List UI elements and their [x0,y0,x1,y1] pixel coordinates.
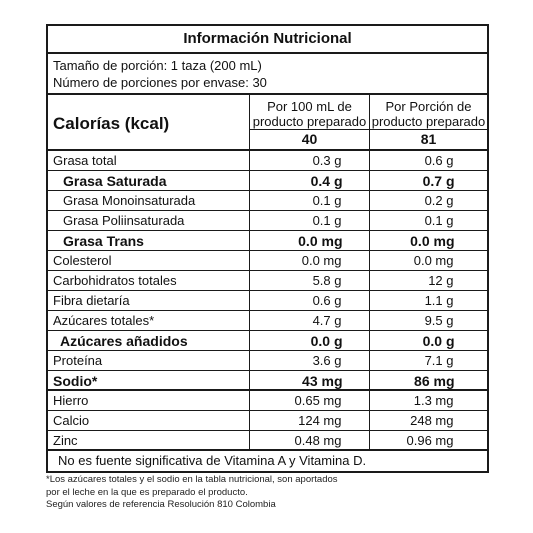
nutrient-name: Fibra dietaría [48,291,250,310]
serving-info [48,54,487,95]
calories-per-serving: 81 [420,131,437,147]
nutrient-per-100ml: 5.8 g [312,273,342,288]
mineral-row-calcium [48,411,487,431]
per-100ml-header: Por 100 mL de producto preparado [250,95,369,130]
mineral-name: Zinc [48,431,250,449]
nutrient-row-protein [48,351,487,371]
per-serving-column [370,95,487,149]
nutrient-per-100ml: 0.6 g [312,293,342,308]
nutrient-name: Sodio* [48,371,250,389]
nutrient-name: Grasa Trans [48,231,250,250]
nutrient-name: Azúcares totales* [48,311,250,330]
nutrient-row-saturated-fat [48,171,487,191]
nutrient-per-serving: 86 mg [414,373,455,389]
per-serving-header: Por Porción de producto preparado [370,95,487,130]
mineral-row-iron [48,391,487,411]
nutrient-per-serving: 0.1 g [424,213,454,228]
nutrient-row-polyunsaturated-fat [48,211,487,231]
nutrient-name: Carbohidratos totales [48,271,250,290]
nutrient-name: Grasa Saturada [48,171,250,190]
nutrient-per-100ml: 0.0 mg [301,253,342,268]
calories-per-100ml: 40 [301,131,318,147]
nutrient-row-cholesterol [48,251,487,271]
nutrient-name: Grasa Monoinsaturada [48,191,250,210]
nutrient-name: Azúcares añadidos [48,331,250,350]
nutrient-per-serving: 0.0 mg [413,253,454,268]
mineral-per-serving: 0.96 mg [406,433,454,448]
nutrient-per-100ml: 0.3 g [312,153,342,168]
footnotes [46,474,496,512]
nutrient-per-serving: 0.2 g [424,193,454,208]
nutrient-per-100ml: 4.7 g [312,313,342,328]
footnote-line: Según valores de referencia Resolución 810 Colombia [46,499,276,510]
nutrient-name: Grasa total [48,151,250,170]
mineral-per-100ml: 124 mg [298,413,342,428]
mineral-name: Calcio [48,411,250,430]
nutrient-per-serving: 0.6 g [424,153,454,168]
nutrient-row-monounsaturated-fat [48,191,487,211]
nutrient-row-trans-fat [48,231,487,251]
nutrient-per-100ml: 43 mg [302,373,343,389]
nutrient-row-fiber [48,291,487,311]
nutrient-per-100ml: 0.1 g [312,213,342,228]
nutrient-row-added-sugars [48,331,487,351]
calories-row [48,95,487,151]
nutrient-per-serving: 0.0 g [422,333,455,349]
nutrient-per-serving: 0.7 g [422,173,455,189]
nutrient-per-100ml: 0.0 mg [298,233,343,249]
nutrient-per-serving: 1.1 g [424,293,454,308]
calories-label: Calorías (kcal) [48,95,250,149]
nutrient-row-carbohydrates [48,271,487,291]
nutrient-row-total-fat [48,151,487,171]
mineral-per-serving: 1.3 mg [413,393,454,408]
nutrient-name: Grasa Poliinsaturada [48,211,250,230]
footnote-line: por el leche en la que es preparado el producto. [46,486,248,498]
nutrient-name: Colesterol [48,251,250,270]
vitamin-note: No es fuente significativa de Vitamina A y Vitamina D. [58,453,367,468]
nutrient-name: Proteína [48,351,250,370]
mineral-per-100ml: 0.65 mg [294,393,342,408]
serving-size: Tamaño de porción: 1 taza (200 mL) [53,58,262,73]
nutrient-row-total-sugars [48,311,487,331]
nutrient-per-100ml: 0.4 g [310,173,343,189]
mineral-per-100ml: 0.48 mg [294,433,342,448]
nutrient-per-serving: 12 g [428,273,454,288]
nutrient-per-100ml: 0.0 g [310,333,343,349]
nutrient-per-serving: 0.0 mg [410,233,455,249]
nutrition-facts-table [46,24,489,473]
nutrient-per-100ml: 3.6 g [312,353,342,368]
nutrient-per-100ml: 0.1 g [312,193,342,208]
mineral-row-zinc [48,431,487,451]
nutrient-per-serving: 9.5 g [424,313,454,328]
mineral-name: Hierro [48,391,250,410]
footnote-line: *Los azúcares totales y el sodio en la tabla nutricional, son aportados [46,474,338,485]
servings-per-container: Número de porciones por envase: 30 [53,75,267,90]
per-100ml-column [250,95,370,149]
mineral-per-serving: 248 mg [410,413,454,428]
nutrient-row-sodium [48,371,487,391]
table-title: Información Nutricional [48,26,487,54]
nutrient-per-serving: 7.1 g [424,353,454,368]
